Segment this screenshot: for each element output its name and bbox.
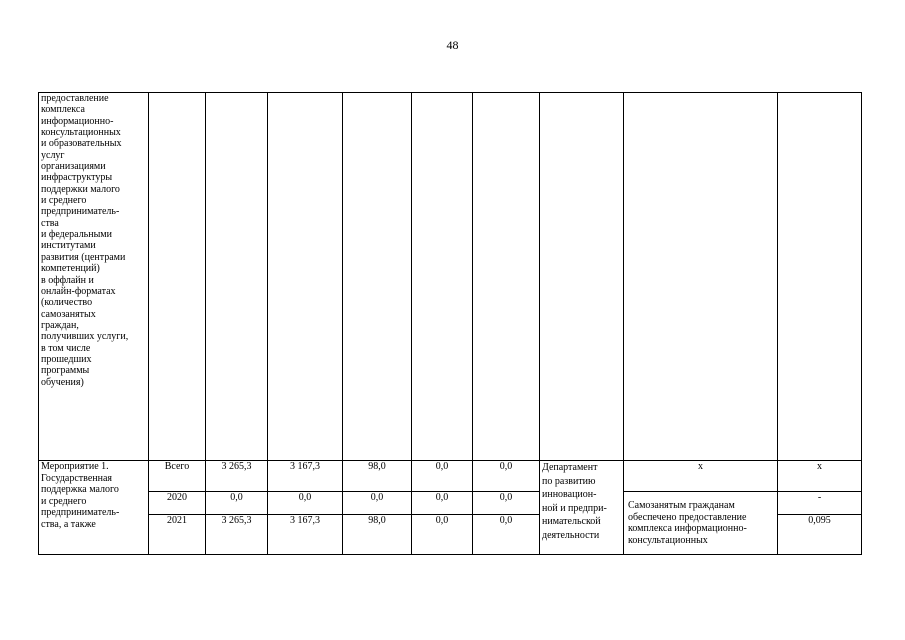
value-cell: 3 167,3: [268, 515, 343, 555]
responsible-department: Департамент по развитию инновацион- ной и предпри- нимательской деятельности: [540, 461, 624, 555]
table-row: [39, 492, 862, 515]
value-cell: 0,0: [343, 492, 412, 515]
page-number: 48: [446, 38, 459, 52]
event-description: Мероприятие 1. Государственная поддержка малого и среднего предприниматель- ства, а также: [39, 461, 149, 555]
empty-cell: [412, 93, 473, 461]
value-cell: 3 167,3: [268, 461, 343, 492]
value-cell: 0,0: [412, 461, 473, 492]
empty-cell: [343, 93, 412, 461]
table-row: [39, 93, 862, 461]
table-row: [39, 461, 862, 492]
value-cell: 0,0: [412, 492, 473, 515]
empty-cell: [624, 93, 778, 461]
result-cell: х: [624, 461, 778, 492]
result-text: Самозанятым гражданам обеспечено предоставление комплекса информационно- консультационных: [628, 500, 747, 546]
period-cell: Всего: [149, 461, 206, 492]
result-description: [624, 492, 778, 555]
empty-cell: [206, 93, 268, 461]
indicator-value-cell: 0,095: [778, 515, 862, 555]
value-cell: 0,0: [473, 492, 540, 515]
total-cell: 3 265,3: [206, 461, 268, 492]
indicator-value-cell: х: [778, 461, 862, 492]
value-cell: 98,0: [343, 515, 412, 555]
empty-cell: [149, 93, 206, 461]
value-cell: 0,0: [473, 461, 540, 492]
indicator-value-cell: -: [778, 492, 862, 515]
total-cell: 0,0: [206, 492, 268, 515]
total-cell: 3 265,3: [206, 515, 268, 555]
empty-cell: [268, 93, 343, 461]
empty-cell: [540, 93, 624, 461]
period-cell: 2020: [149, 492, 206, 515]
empty-cell: [473, 93, 540, 461]
value-cell: 0,0: [473, 515, 540, 555]
indicator-description: предоставление комплекса информационно- консультационных и образовательных услуг организациями инфраструктуры поддержки малого и среднего предприниматель- ства и федеральными институтами развития (центрами компетенций) в оффлайн и онлайн-форматах (количество самозанятых граждан, получивших услуги, в том числе прошедших программы обучения): [39, 93, 149, 461]
empty-cell: [778, 93, 862, 461]
period-cell: 2021: [149, 515, 206, 555]
value-cell: 0,0: [268, 492, 343, 515]
value-cell: 98,0: [343, 461, 412, 492]
program-table: [38, 92, 862, 555]
value-cell: 0,0: [412, 515, 473, 555]
